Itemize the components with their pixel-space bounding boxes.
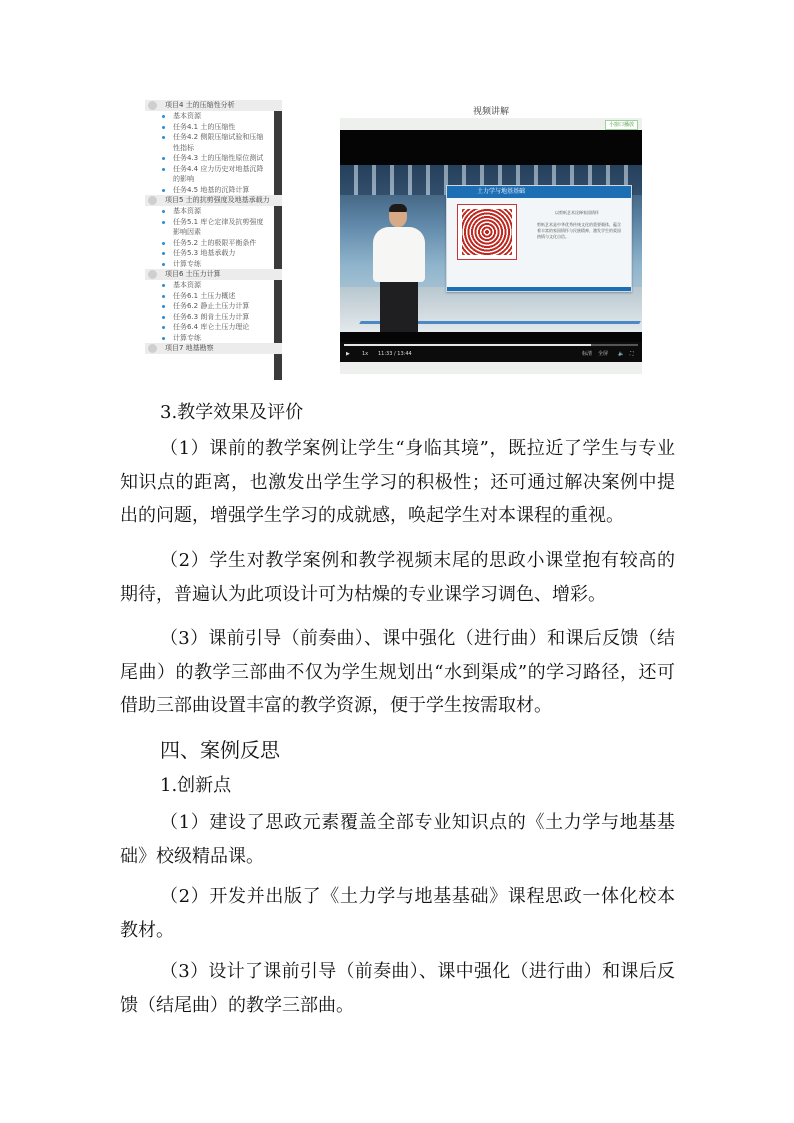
outline-label: 项目6 土压力计算 xyxy=(165,270,221,278)
fullscreen-label[interactable]: 全屏 xyxy=(598,351,609,357)
outline-label: 任务4.1 土的压缩性 xyxy=(173,122,236,131)
slide-bottom-bar xyxy=(447,287,631,291)
subheading-innovation: 1.创新点 xyxy=(160,775,232,796)
bullet-icon xyxy=(162,242,165,245)
outline-label: 项目5 土的抗剪强度及地基承载力 xyxy=(165,196,270,204)
bullet-icon xyxy=(162,221,165,224)
video-frame xyxy=(340,165,642,332)
outline-label: 任务6.2 静止土压力计算 xyxy=(173,302,250,310)
bullet-icon xyxy=(162,295,165,298)
outline-task[interactable] xyxy=(145,280,282,291)
outline-task[interactable] xyxy=(145,312,282,323)
paragraph: （1）课前的教学案例让学生“身临其境”，既拉近了学生与专业知识点的距离，也激发出学生学习的积极性；还可通过解决案例中提出的问题，增强学生学习的成就感，唤起学生对本课程的重视。 xyxy=(120,438,675,526)
outline-label: 任务6.3 朗肯土压力计算 xyxy=(173,312,250,321)
outline-project[interactable] xyxy=(145,269,282,280)
bullet-icon xyxy=(162,136,165,139)
papercut-image xyxy=(457,204,517,260)
video-title: 视频讲解 xyxy=(472,107,509,117)
volume-icon[interactable]: 🔈 xyxy=(618,351,625,357)
outline-label: 任务5.1 库仑定律及抗剪强度影响因素 xyxy=(173,217,264,236)
bullet-icon xyxy=(162,168,165,171)
outline-task[interactable] xyxy=(145,153,282,164)
bullet-icon xyxy=(162,284,165,287)
outline-task[interactable] xyxy=(145,259,282,270)
outline-label: 任务5.2 土的极限平衡条件 xyxy=(173,238,257,247)
paragraph: （2）开发并出版了《土力学与地基基础》课程思政一体化校本教材。 xyxy=(120,886,675,941)
outline-task[interactable] xyxy=(145,164,282,185)
progress-bar[interactable] xyxy=(344,344,638,346)
player-controls xyxy=(340,342,642,362)
speed-button[interactable]: 1x xyxy=(362,351,369,357)
paragraph: （1）建设了思政元素覆盖全部专业知识点的《土力学与地基基础》校级精品课。 xyxy=(120,812,675,867)
play-icon[interactable]: ▶ xyxy=(346,351,350,357)
outline-label: 任务6.1 土压力概述 xyxy=(173,291,236,300)
project-circle-icon xyxy=(148,344,157,353)
project-circle-icon xyxy=(148,101,157,110)
bullet-icon xyxy=(162,326,165,329)
outline-label: 项目7 地基勘察 xyxy=(165,344,214,352)
bullet-icon xyxy=(162,305,165,308)
presenter-figure xyxy=(370,205,428,332)
bullet-icon xyxy=(162,263,165,266)
paragraph: （3）课前引导（前奏曲）、课中强化（进行曲）和课后反馈（结尾曲）的教学三部曲不仅为学生规划出“水到渠成”的学习路径，还可借助三部曲设置丰富的教学资源，便于学生按需取材。 xyxy=(120,628,675,716)
slide-line-1: 以剪纸艺术诠释家国情怀 xyxy=(555,210,599,215)
outline-project[interactable] xyxy=(145,100,282,111)
video-screen[interactable] xyxy=(340,130,642,362)
bullet-icon xyxy=(162,210,165,213)
outline-label: 基本资源 xyxy=(173,112,201,120)
outline-task[interactable] xyxy=(145,291,282,302)
slide-text xyxy=(531,210,623,240)
outline-label: 计算专练 xyxy=(173,333,201,342)
outline-task[interactable] xyxy=(145,333,282,344)
bullet-icon xyxy=(162,189,165,192)
bullet-icon xyxy=(162,252,165,255)
outline-label: 任务4.4 应力历史对地基沉降的影响 xyxy=(173,164,264,183)
lecture-slide xyxy=(446,185,632,292)
outline-label: 任务4.3 土的压缩性原位测试 xyxy=(173,154,264,162)
outline-task[interactable] xyxy=(145,132,282,153)
bullet-icon xyxy=(162,316,165,319)
outline-task[interactable] xyxy=(145,185,282,196)
project-circle-icon xyxy=(148,270,157,279)
outline-task[interactable] xyxy=(145,238,282,249)
project-circle-icon xyxy=(148,196,157,205)
outline-label: 项目4 土的压缩性分析 xyxy=(165,101,235,109)
section-heading-case-reflection: 四、案例反思 xyxy=(160,738,280,762)
paragraph: （3）设计了课前引导（前奏曲）、课中强化（进行曲）和课后反馈（结尾曲）的教学三部曲。 xyxy=(120,961,675,1016)
bullet-icon xyxy=(162,337,165,340)
outline-task[interactable] xyxy=(145,301,282,312)
outline-task[interactable] xyxy=(145,217,282,238)
outline-project[interactable] xyxy=(145,195,282,206)
outline-label: 基本资源 xyxy=(173,281,201,289)
course-outline-panel xyxy=(145,100,282,380)
outline-task[interactable] xyxy=(145,111,282,122)
outline-task[interactable] xyxy=(145,322,282,333)
bullet-icon xyxy=(162,157,165,160)
time-display: 11:33 / 13:44 xyxy=(378,351,412,357)
slide-title: 土力学与地基基础 xyxy=(447,186,631,198)
outline-label: 任务6.4 库仑土压力理论 xyxy=(173,323,250,331)
bullet-icon xyxy=(162,115,165,118)
outline-task[interactable] xyxy=(145,248,282,259)
outline-task[interactable] xyxy=(145,206,282,217)
video-player xyxy=(340,118,642,374)
section-heading-teaching-effect: 3.教学效果及评价 xyxy=(160,402,304,423)
mini-window-button[interactable]: 小窗口播放 xyxy=(605,120,638,130)
outline-label: 任务5.3 地基承载力 xyxy=(173,249,236,257)
outline-task[interactable] xyxy=(145,122,282,133)
outline-label: 计算专练 xyxy=(173,259,201,268)
progress-fill xyxy=(344,344,591,346)
quality-button[interactable]: 标清 xyxy=(582,351,593,357)
outline-label: 任务4.5 地基的沉降计算 xyxy=(173,185,250,194)
expand-icon[interactable]: ⛶ xyxy=(630,351,634,357)
outline-label: 任务4.2 侧限压缩试验和压缩性指标 xyxy=(173,133,264,152)
bullet-icon xyxy=(162,126,165,129)
slide-line-2: 剪纸艺术是中华优秀传统文化的重要载体，蕴含着丰富的家国情怀与民族精神，激发学生的爱国热情与文化自信。 xyxy=(537,222,621,239)
outline-project[interactable] xyxy=(145,343,282,354)
outline-label: 基本资源 xyxy=(173,207,201,215)
paragraph: （2）学生对教学案例和教学视频末尾的思政小课堂抱有较高的期待，普遍认为此项设计可为枯燥的专业课学习调色、增彩。 xyxy=(120,550,675,605)
